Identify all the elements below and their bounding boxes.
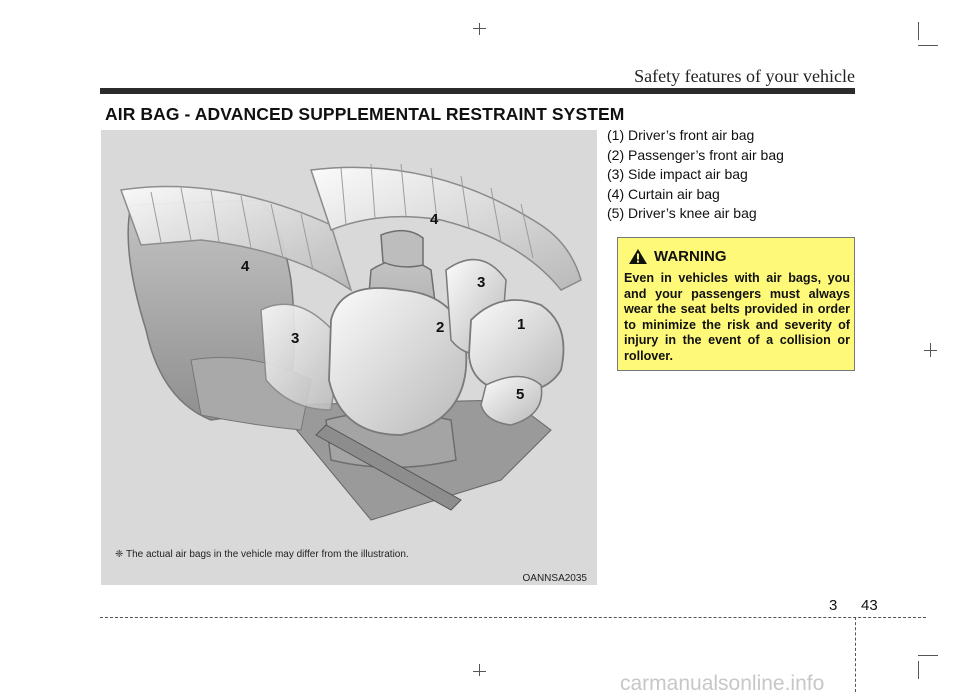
warning-title: WARNING [654,248,727,265]
crop-mark-top [479,23,480,35]
callout-3-rear: 3 [291,330,300,347]
legend-item: (5) Driver’s knee air bag [607,205,757,221]
callout-1: 1 [517,316,526,333]
warning-box [617,237,855,371]
callout-2: 2 [436,319,445,336]
callout-5: 5 [516,386,525,403]
legend-item: (3) Side impact air bag [607,166,748,182]
warning-header [628,248,727,265]
airbag-illustration [101,130,597,585]
legend-item: (2) Passenger’s front air bag [607,146,784,163]
footer-rule [100,617,926,618]
crop-mark-top-right-v [918,22,919,40]
watermark: carmanualsonline.info [620,672,825,695]
passenger-front-airbag [329,288,466,435]
airbag-legend [607,126,784,224]
chapter-number: 3 [829,597,838,614]
section-title: Safety features of your vehicle [634,66,855,86]
crop-mark-bottom [479,664,480,676]
callout-4-rear: 4 [241,258,250,275]
footer-divider [855,617,856,692]
airbag-drawing [101,130,597,585]
image-code: OANNSA2035 [522,573,587,584]
callout-3-front: 3 [477,274,486,291]
crop-mark-bottom-bar [473,671,486,672]
crop-mark-top-bar [473,28,486,29]
header-rule [100,88,855,94]
warning-triangle-icon [628,248,648,265]
crop-mark-right-bar [924,350,937,351]
warning-body: Even in vehicles with air bags, you and your passengers must always wear the seat belts provided in order to minimize the risk and severity of injury in the event of a collision or rollover. [624,271,850,363]
callout-4-front: 4 [430,211,439,228]
crop-mark-bottom-right-h [918,655,938,656]
illustration-footnote: ❈ The actual air bags in the vehicle may differ from the illustration. [115,549,409,560]
headrest [381,231,423,267]
crop-mark-top-right-h [918,45,938,46]
crop-mark-bottom-right-v [918,661,919,679]
page-number: 43 [861,597,878,614]
legend-item: (1) Driver’s front air bag [607,127,755,143]
page-heading: AIR BAG - ADVANCED SUPPLEMENTAL RESTRAINT SYSTEM [105,104,625,124]
legend-item: (4) Curtain air bag [607,185,720,202]
